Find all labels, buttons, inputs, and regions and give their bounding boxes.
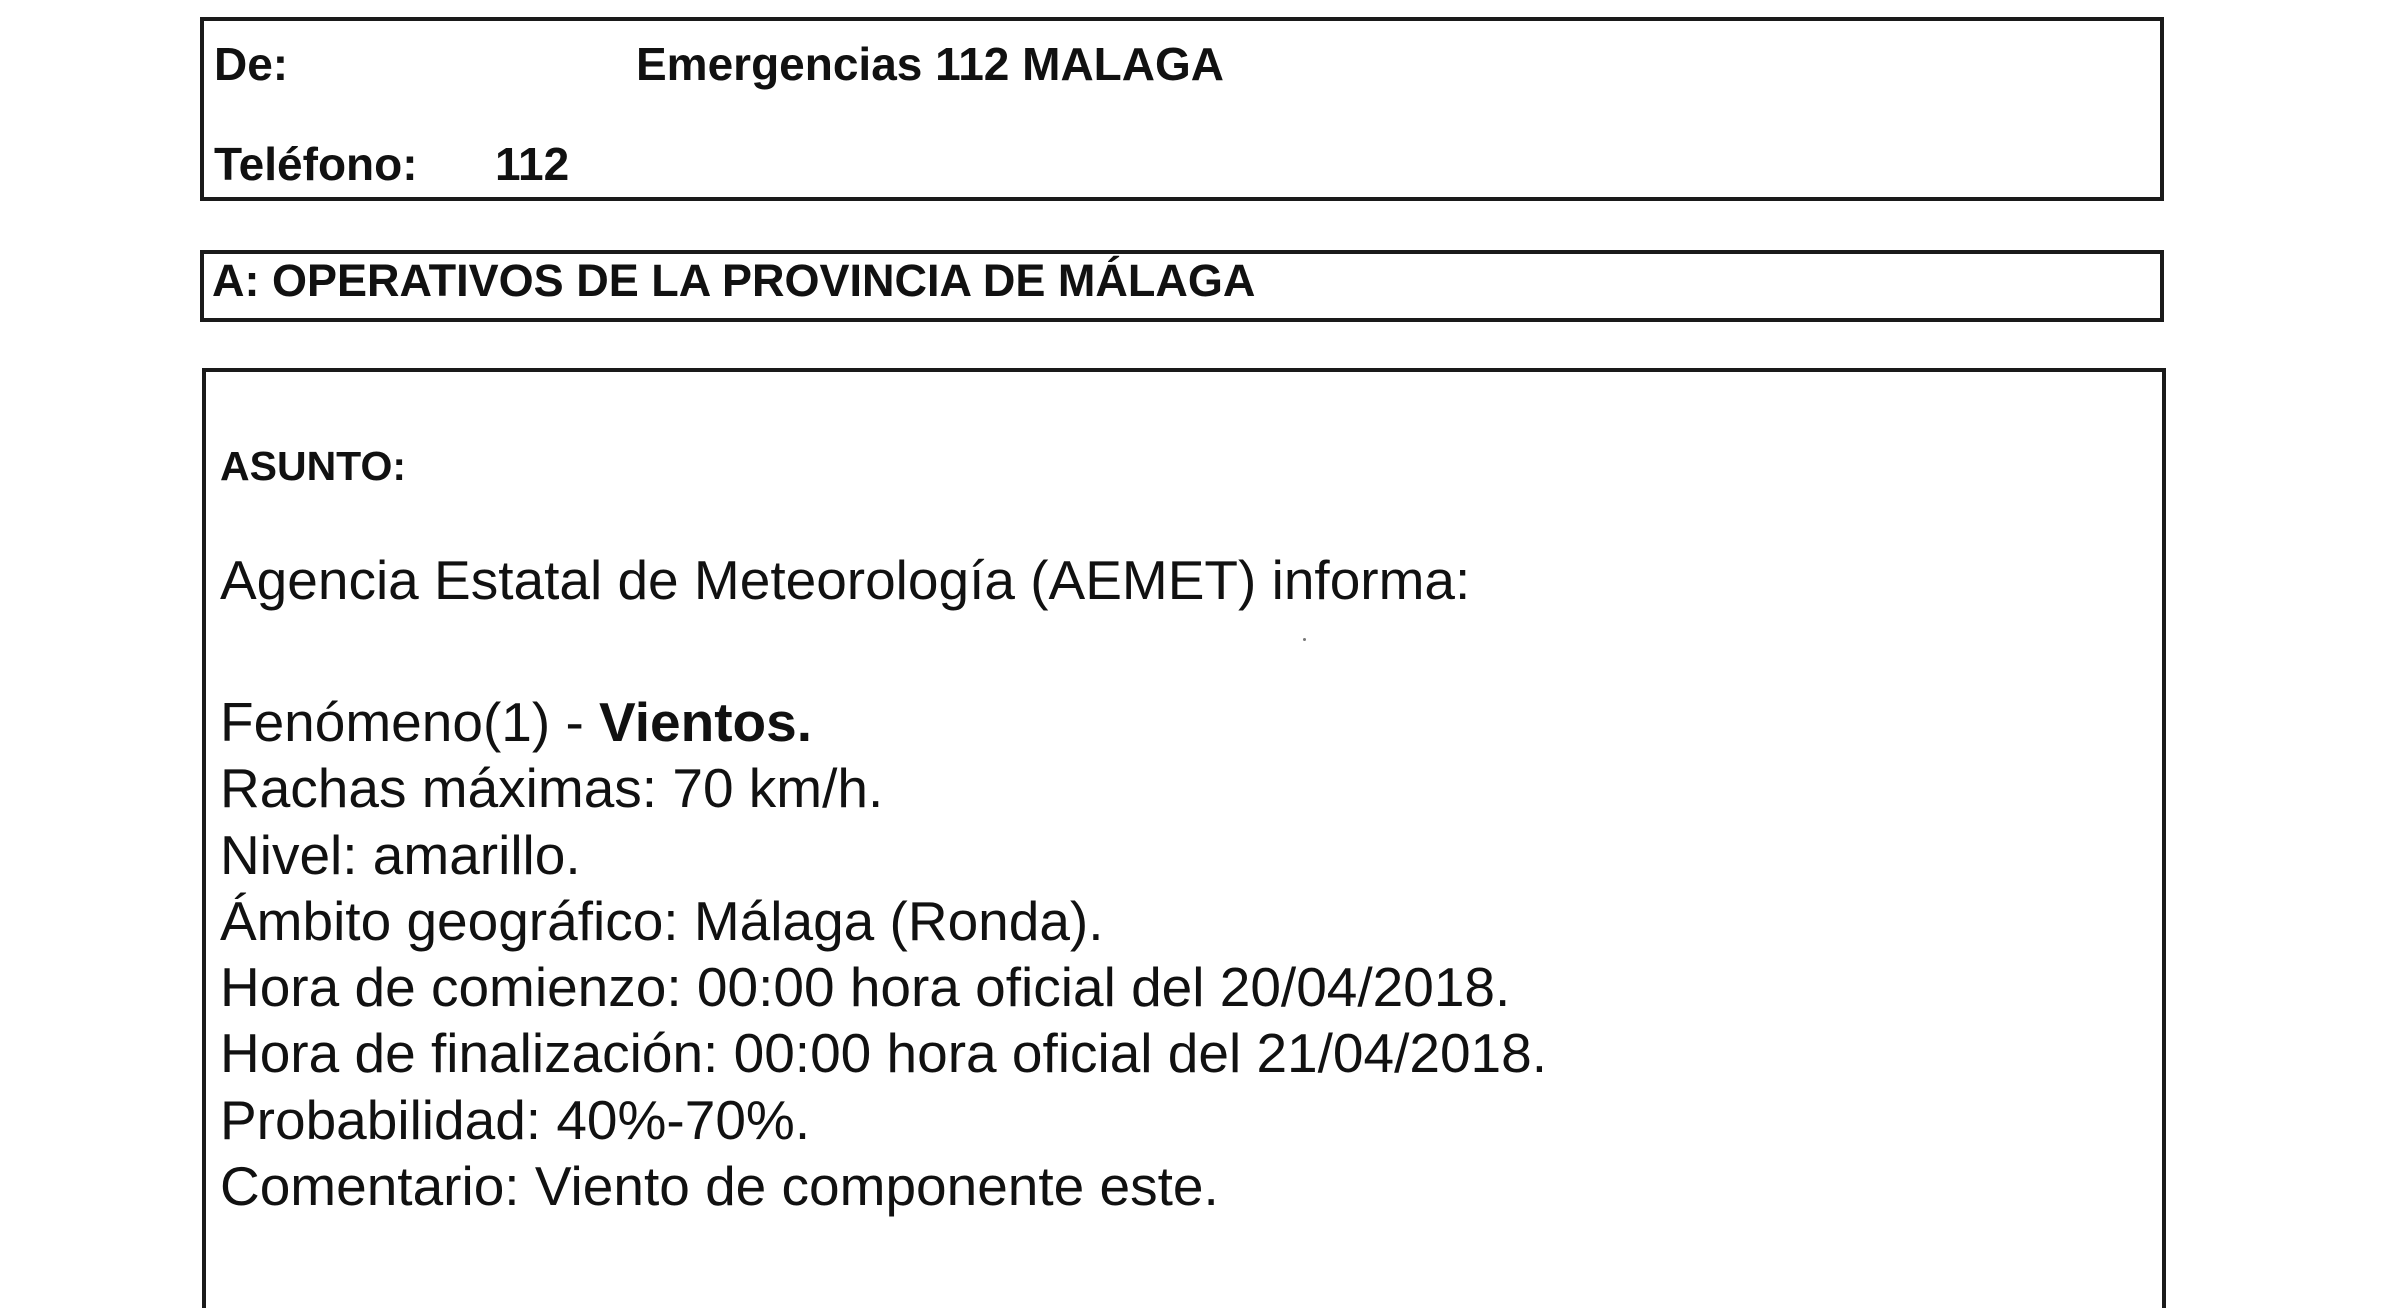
phone-value: 112 — [495, 138, 570, 190]
warning-details — [220, 689, 1547, 1219]
subject-label: ASUNTO: — [220, 443, 407, 489]
scan-speck — [1303, 638, 1306, 641]
phenomenon-prefix: Fenómeno(1) - — [220, 691, 600, 753]
recipient-label: A: OPERATIVOS DE LA PROVINCIA DE MÁLAGA — [212, 255, 1256, 306]
recipient-box — [200, 250, 2164, 322]
subject-intro: Agencia Estatal de Meteorología (AEMET) informa: — [220, 549, 1471, 611]
subject-box — [202, 368, 2166, 1308]
probability-line: Probabilidad: 40%-70%. — [220, 1088, 811, 1151]
sender-box — [200, 17, 2164, 201]
comment-line: Comentario: Viento de componente este. — [220, 1155, 1219, 1218]
geographic-scope-line: Ámbito geográfico: Málaga (Ronda). — [220, 889, 1104, 952]
from-label: De: — [214, 38, 289, 90]
start-time-line: Hora de comienzo: 00:00 hora oficial del 20/04/2018. — [220, 956, 1511, 1019]
from-value: Emergencias 112 MALAGA — [636, 38, 1225, 90]
phone-label: Teléfono: — [214, 138, 418, 190]
max-gusts-line: Rachas máximas: 70 km/h. — [220, 757, 884, 820]
phenomenon-value: Vientos. — [599, 691, 812, 753]
phenomenon-line — [220, 689, 1547, 755]
end-time-line: Hora de finalización: 00:00 hora oficial del 21/04/2018. — [220, 1022, 1548, 1085]
level-line: Nivel: amarillo. — [220, 823, 581, 886]
